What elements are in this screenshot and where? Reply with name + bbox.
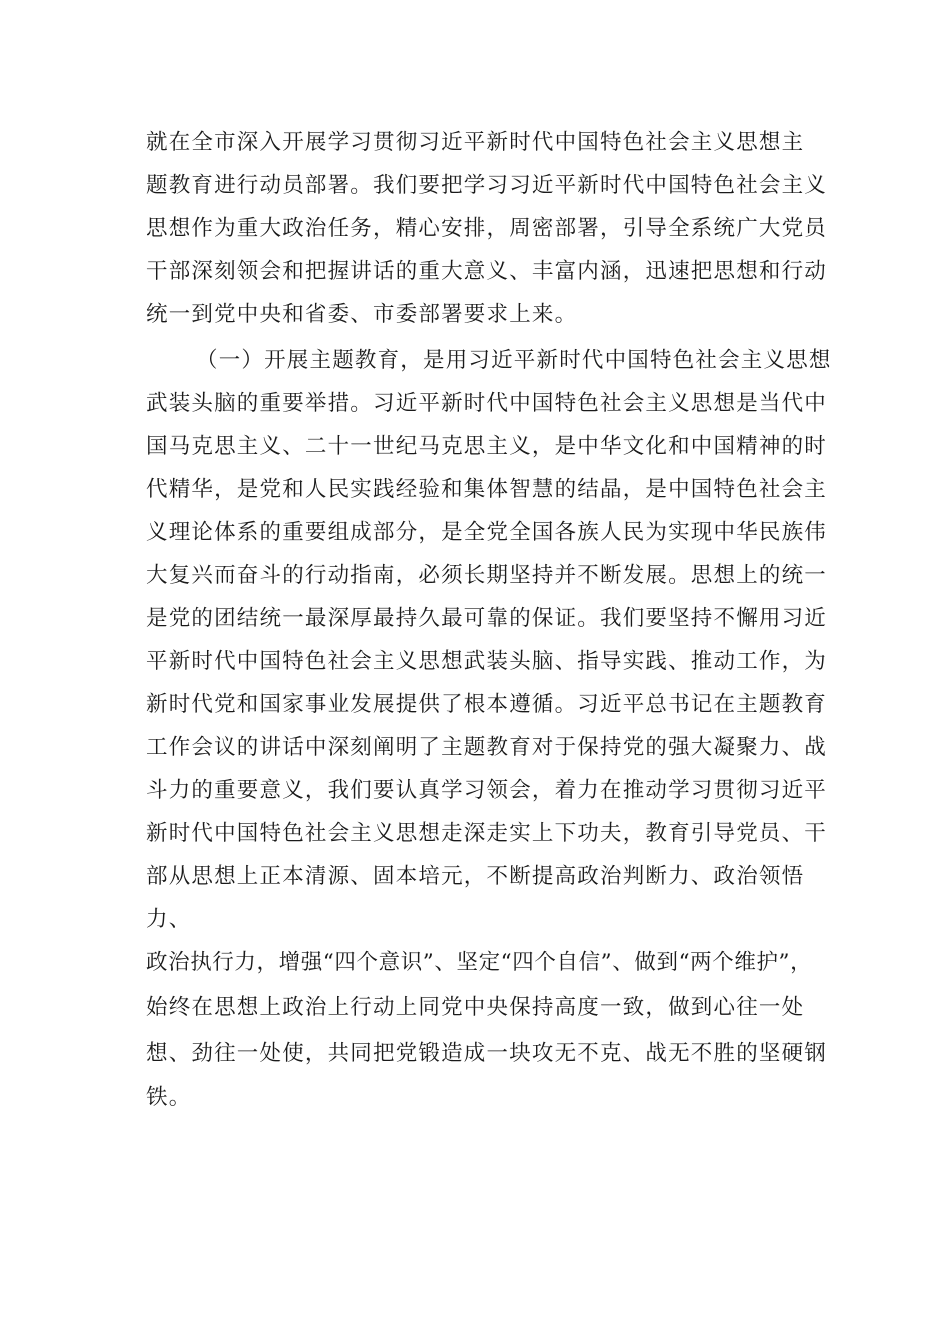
paragraph-line: 想、劲往一处使，共同把党锻造成一块攻无不克、战无不胜的坚硬钢	[146, 1041, 828, 1066]
paragraph-line: 斗力的重要意义，我们要认真学习领会，着力在推动学习贯彻习近平	[146, 778, 828, 803]
paragraph-line: 是党的团结统一最深厚最持久最可靠的保证。我们要坚持不懈用习近	[146, 606, 828, 631]
paragraph-line: 平新时代中国特色社会主义思想武装头脑、指导实践、推动工作，为	[146, 649, 828, 674]
paragraph-line: 代精华，是党和人民实践经验和集体智慧的结晶，是中国特色社会主	[146, 477, 828, 502]
paragraph-line: 大复兴而奋斗的行动指南，必须长期坚持并不断发展。思想上的统一	[146, 563, 828, 588]
paragraph-line: 干部深刻领会和把握讲话的重大意义、丰富内涵，迅速把思想和行动	[146, 259, 828, 284]
paragraph-line: 力、	[146, 907, 192, 932]
paragraph-line: 就在全市深入开展学习贯彻习近平新时代中国特色社会主义思想主	[146, 130, 805, 155]
paragraph-line: 义理论体系的重要组成部分，是全党全国各族人民为实现中华民族伟	[146, 520, 828, 545]
paragraph-line: 部从思想上正本清源、固本培元，不断提高政治判断力、政治领悟	[146, 864, 805, 889]
paragraph-line: 政治执行力，增强“四个意识”、坚定“四个自信”、做到“两个维护”，	[146, 950, 813, 975]
paragraph-line: 工作会议的讲话中深刻阐明了主题教育对于保持党的强大凝聚力、战	[146, 735, 828, 760]
paragraph-line: 国马克思主义、二十一世纪马克思主义，是中华文化和中国精神的时	[146, 434, 828, 459]
paragraph-line: 统一到党中央和省委、市委部署要求上来。	[146, 302, 578, 327]
paragraph-line: 新时代中国特色社会主义思想走深走实上下功夫，教育引导党员、干	[146, 821, 828, 846]
paragraph-line: 铁。	[146, 1085, 192, 1110]
section-heading-line: （一）开展主题教育，是用习近平新时代中国特色社会主义思想	[196, 348, 832, 373]
paragraph-line: 思想作为重大政治任务，精心安排，周密部署，引导全系统广大党员	[146, 216, 828, 241]
paragraph-line: 始终在思想上政治上行动上同党中央保持高度一致，做到心往一处	[146, 995, 805, 1020]
paragraph-line: 武装头脑的重要举措。习近平新时代中国特色社会主义思想是当代中	[146, 391, 828, 416]
paragraph-line: 新时代党和国家事业发展提供了根本遵循。习近平总书记在主题教育	[146, 692, 828, 717]
paragraph-line: 题教育进行动员部署。我们要把学习习近平新时代中国特色社会主义	[146, 173, 828, 198]
